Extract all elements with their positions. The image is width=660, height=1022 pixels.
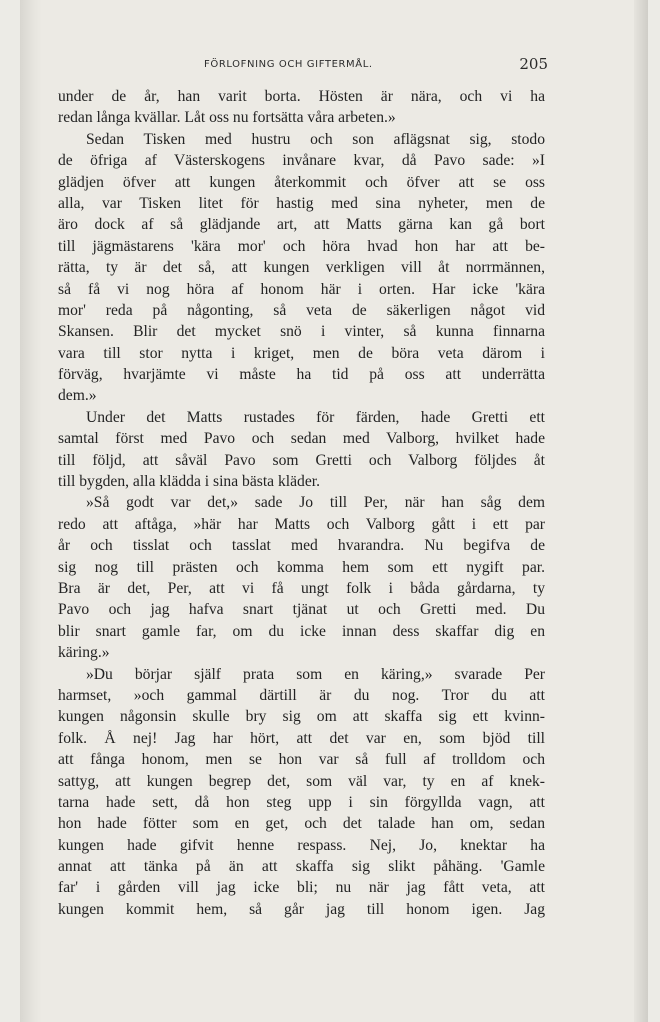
text-line: glädjen öfver att kungen återkommit och öfver att se oss: [58, 173, 545, 191]
page-edge: [634, 0, 648, 1022]
text-line: alla, var Tisken litet för hastig med sina nyheter, men de: [58, 194, 545, 212]
text-line: rätta, ty är det så, att kungen verkligen vill åt norrmännen,: [58, 259, 545, 277]
text-line: Under det Matts rustades för färden, hade Gretti ett: [86, 408, 545, 426]
page-gutter-shadow: [20, 0, 42, 1022]
text-line: käring.»: [58, 644, 110, 662]
text-line: mor' reda på någonting, så veta de säkerligen något vid: [58, 301, 545, 319]
text-line: Bra är det, Per, att vi få ungt folk i båda gårdarna, ty: [58, 579, 545, 597]
text-line: Skansen. Blir det mycket snö i vinter, så kunna finnarna: [58, 323, 545, 341]
text-line: tarna hade sett, då hon steg upp i sin förgyllda vagn, att: [58, 793, 545, 811]
text-line: att fånga honom, men se hon var så full af trolldom och: [58, 751, 545, 769]
text-line: redan långa kvällar. Låt oss nu fortsätta våra arbeten.»: [58, 109, 396, 127]
text-line: så få vi nog höra af honom här i orten. Har icke 'kära: [58, 280, 545, 298]
page-header: [58, 55, 548, 79]
body-text: [58, 86, 545, 920]
text-line: år och tisslat och tasslat med hvarandra. Nu begifva de: [58, 537, 545, 555]
page-number: 205: [519, 55, 548, 73]
text-line: kungen någonsin skulle bry sig om att skaffa sig ett kvinn-: [58, 708, 545, 726]
text-line: far' i gården vill jag icke bli; nu när jag fått veta, att: [58, 879, 545, 897]
text-line: under de år, han varit borta. Hösten är nära, och vi ha: [58, 88, 545, 105]
text-line: till jägmästarens 'kära mor' och höra hvad hon har att be-: [58, 237, 545, 255]
text-line: vara till stor nytta i kriget, men de böra veta därom i: [58, 344, 545, 362]
text-line: de öfriga af Västerskogens invånare kvar, då Pavo sade: »I: [58, 152, 545, 170]
text-line: sig nog till prästen och komma hem som ett nygift par.: [58, 558, 545, 576]
text-line: kungen kommit hem, så går jag till honom igen. Jag: [58, 900, 545, 918]
text-line: förväg, hvarjämte vi måste ha tid på oss att underrätta: [58, 366, 545, 384]
text-line: hon hade fötter som en get, och det talade han om, sedan: [58, 815, 545, 833]
running-head: FÖRLOFNING OCH GIFTERMÅL.: [204, 59, 373, 70]
text-line: äro dock af så glädjande art, att Matts gärna kan gå bort: [58, 216, 545, 234]
text-line: »Så godt var det,» sade Jo till Per, när han såg dem: [86, 494, 545, 512]
text-line: till bygden, alla klädda i sina bästa kläder.: [58, 473, 320, 491]
text-line: redo att aftåga, »här har Matts och Valborg gått i ett par: [58, 515, 545, 533]
text-line: samtal först med Pavo och sedan med Valborg, hvilket hade: [58, 430, 545, 448]
text-line: folk. Å nej! Jag har hört, att det var en, som bjöd till: [58, 729, 545, 747]
text-line: Sedan Tisken med hustru och son aflägsnat sig, stodo: [86, 130, 545, 148]
text-line: blir snart gamle far, om du icke innan dess skaffar dig en: [58, 622, 545, 640]
text-line: dem.»: [58, 387, 97, 405]
text-line: Pavo och jag hafva snart tjänat ut och Gretti med. Du: [58, 601, 545, 619]
text-line: annat att tänka på än att skaffa sig slikt påhäng. 'Gamle: [58, 858, 545, 876]
text-line: till följd, att såväl Pavo som Gretti och Valborg följdes åt: [58, 451, 545, 469]
text-line: harmset, »och gammal därtill är du nog. Tror du att: [58, 686, 545, 704]
text-line: kungen hade gifvit henne respass. Nej, Jo, knektar ha: [58, 836, 545, 854]
text-line: »Du börjar själf prata som en käring,» svarade Per: [86, 665, 545, 683]
text-line: sattyg, att kungen begrep det, som väl var, ty en af knek-: [58, 772, 545, 790]
